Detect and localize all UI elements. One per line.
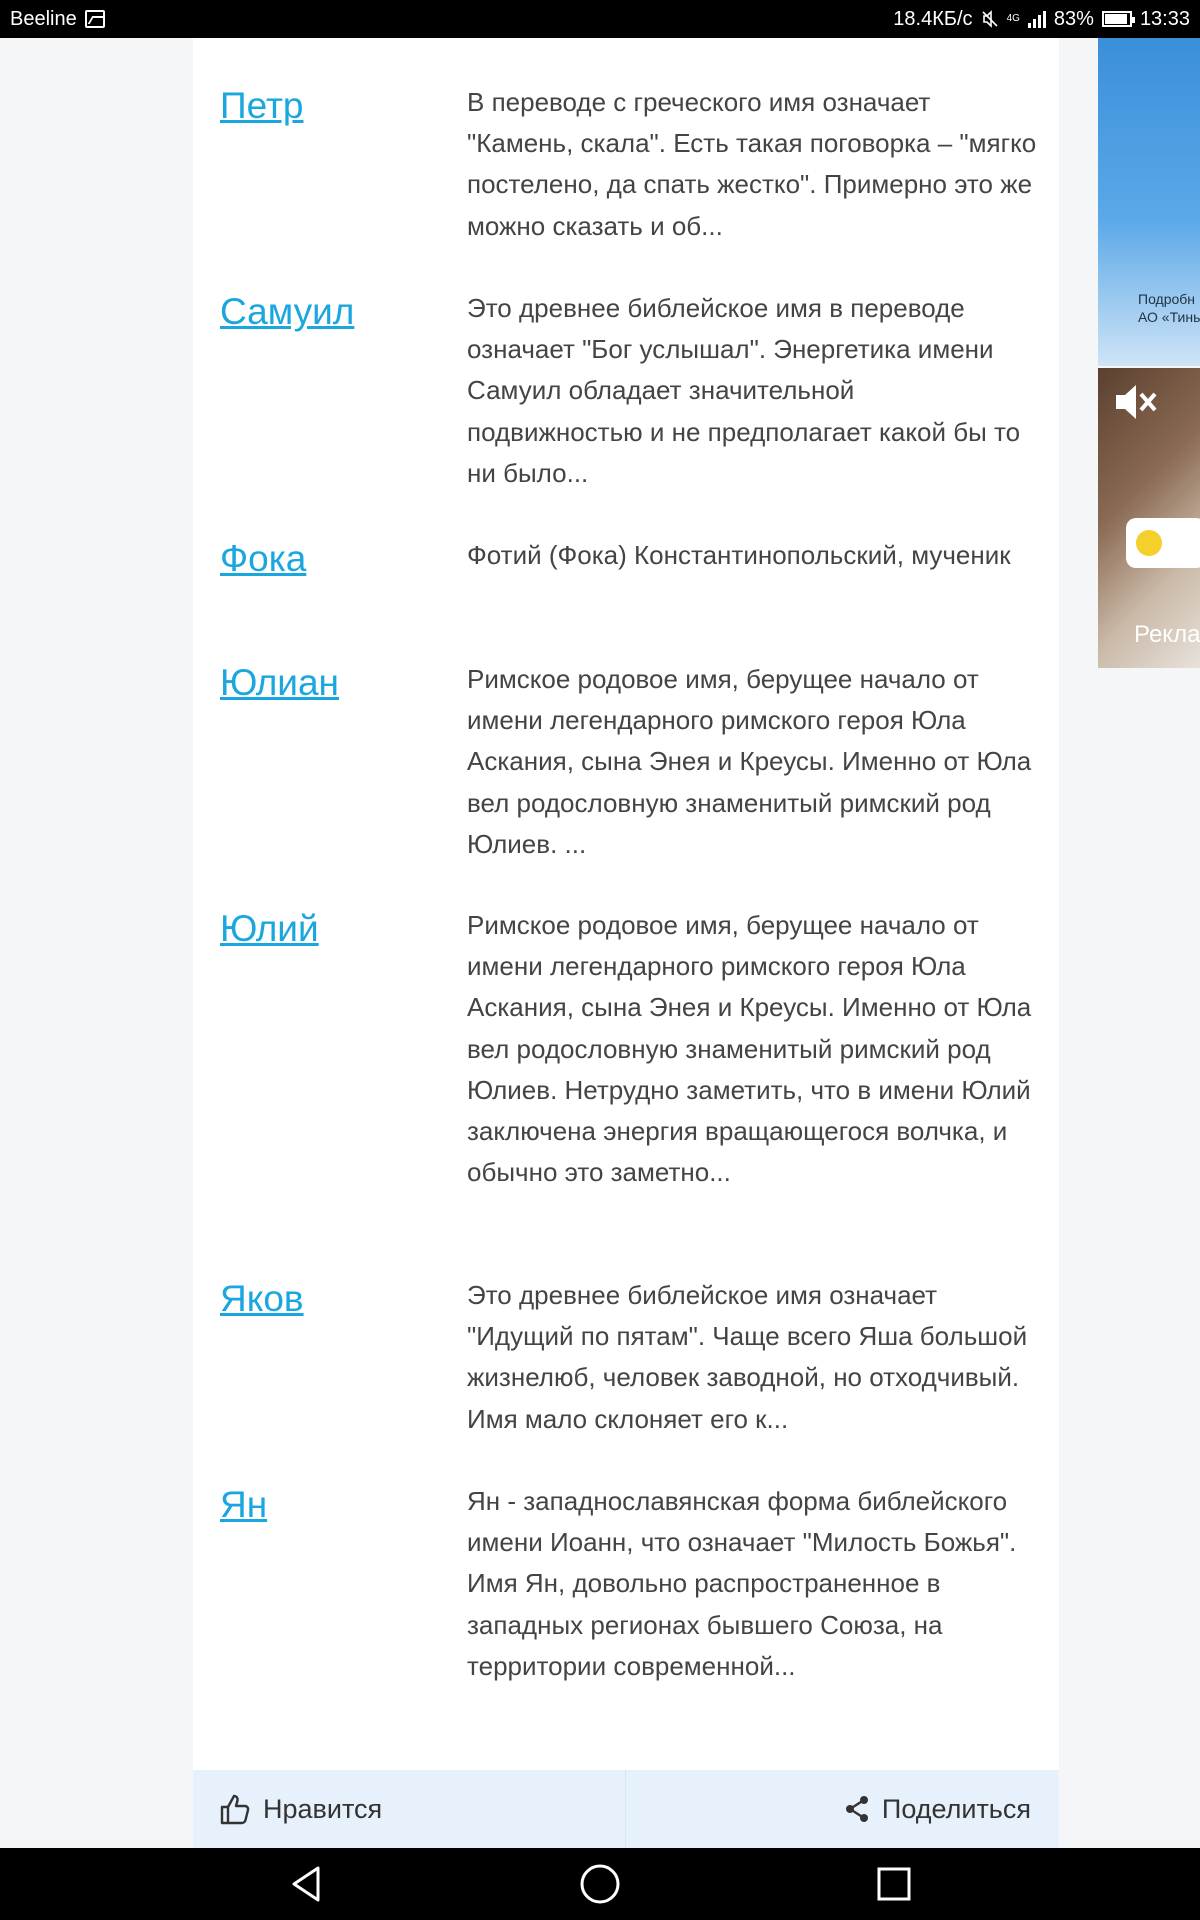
network-type: 4G bbox=[1006, 12, 1020, 24]
name-link[interactable]: Ян bbox=[220, 1484, 268, 1525]
ad-video[interactable] bbox=[1098, 368, 1200, 668]
name-link[interactable]: Яков bbox=[220, 1278, 304, 1319]
name-link[interactable]: Петр bbox=[220, 85, 304, 126]
thumbs-up-icon bbox=[219, 1792, 251, 1826]
recents-button[interactable] bbox=[869, 1859, 919, 1909]
name-link[interactable]: Юлиан bbox=[220, 662, 339, 703]
home-button[interactable] bbox=[575, 1859, 625, 1909]
signal-icon bbox=[1028, 10, 1046, 28]
ad-logo-icon bbox=[1136, 530, 1162, 556]
name-description: Ян - западнославянская форма библейского имени Иоанн, что означает "Милость Божья". Имя Ян, довольно распространенное в западных регионах бывшего Союза, на территории современной... bbox=[467, 1486, 1017, 1681]
name-description: Это древнее библейское имя означает "Идущий по пятам". Чаще всего Яша большой жизнелюб, человек заводной, но отходчивый. Имя мало склоняет его к... bbox=[467, 1280, 1028, 1434]
navigation-bar bbox=[0, 1848, 1200, 1920]
clock: 13:33 bbox=[1139, 7, 1190, 30]
name-description: Фотий (Фока) Константинопольский, мученик bbox=[467, 540, 1011, 570]
share-label: Поделиться bbox=[881, 1793, 1031, 1824]
battery-percent: 83% bbox=[1053, 7, 1094, 30]
action-bar bbox=[193, 1770, 1059, 1848]
battery-icon bbox=[1102, 11, 1132, 27]
image-notification-icon bbox=[85, 10, 105, 28]
network-speed: 18.4КБ/с bbox=[893, 7, 973, 30]
like-label: Нравится bbox=[263, 1793, 383, 1824]
name-link[interactable]: Фока bbox=[220, 538, 307, 579]
ad-fine-print: Подробн АО «Тинь bbox=[1138, 291, 1200, 325]
ad-label: Рекла bbox=[1134, 621, 1200, 648]
name-description: Это древнее библейское имя в переводе означает "Бог услышал". Энергетика имени Самуил обладает значительной подвижностью и не предполагает какой бы то ни было... bbox=[467, 293, 1021, 488]
mute-icon[interactable] bbox=[1110, 380, 1160, 424]
ad-banner[interactable] bbox=[1098, 38, 1200, 366]
home-circle-icon bbox=[579, 1863, 621, 1905]
name-link[interactable]: Юлий bbox=[220, 908, 319, 949]
like-button[interactable] bbox=[193, 1770, 626, 1848]
name-description: Римское родовое имя, берущее начало от имени легендарного римского героя Юла Аскания, сына Энея и Креусы. Именно от Юла вел родословную знаменитый римский род Юлиев. Нетрудно заметить, что в имени Юлий заключена энергия вращающегося волчка, и обычно это заметно... bbox=[467, 910, 1032, 1188]
name-link[interactable]: Самуил bbox=[220, 291, 355, 332]
status-bar bbox=[0, 0, 1200, 38]
back-triangle-icon bbox=[288, 1864, 324, 1904]
mute-status-icon bbox=[981, 10, 999, 28]
share-button[interactable] bbox=[626, 1770, 1060, 1848]
name-description: Римское родовое имя, берущее начало от имени легендарного римского героя Юла Аскания, сына Энея и Креусы. Именно от Юла вел родословную знаменитый римский род Юлиев. ... bbox=[467, 664, 1032, 859]
recents-square-icon bbox=[876, 1866, 912, 1902]
carrier-name: Beeline bbox=[10, 7, 77, 30]
share-icon bbox=[844, 1795, 870, 1823]
name-description: В переводе с греческого имя означает "Камень, скала". Есть такая поговорка – "мягко постелено, да спать жестко". Примерно это же можно сказать и об... bbox=[467, 87, 1037, 241]
ad-app-chip[interactable] bbox=[1126, 518, 1200, 568]
back-button[interactable] bbox=[281, 1859, 331, 1909]
names-list bbox=[193, 38, 1059, 1848]
side-advertisement[interactable] bbox=[1098, 38, 1200, 668]
